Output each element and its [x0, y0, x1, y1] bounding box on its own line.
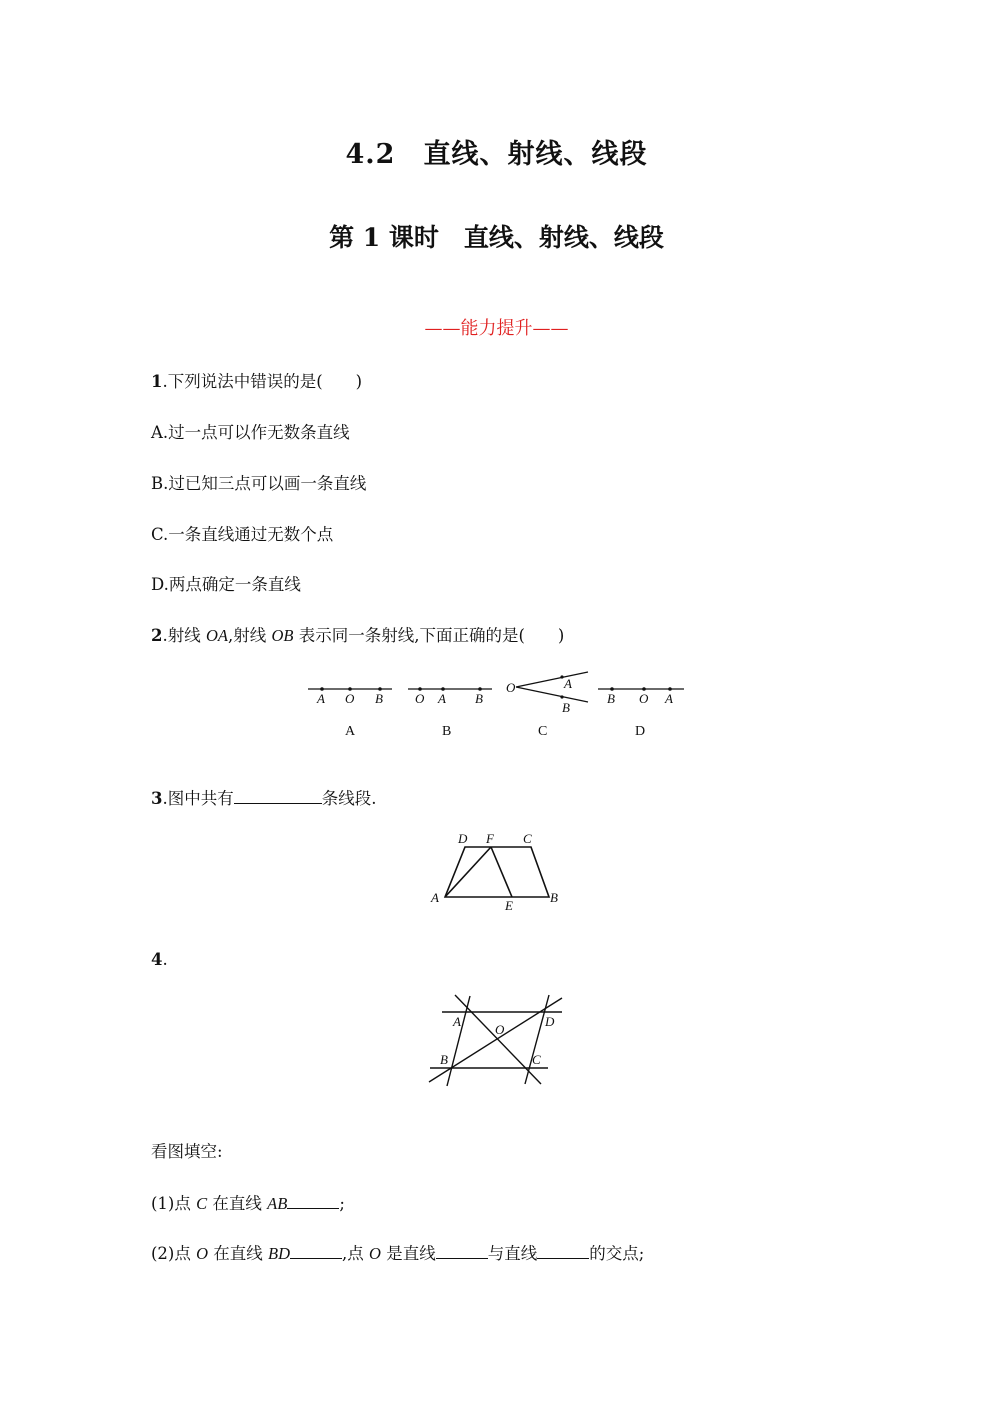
option-d: D.两点确定一条直线 — [151, 575, 301, 594]
answer-blank[interactable] — [436, 1242, 488, 1259]
q4-sub-2: (2)点 O 在直线 BD ,点 O 是直线 与直线 的交点; — [151, 1244, 645, 1263]
svg-text:B: B — [440, 1052, 448, 1067]
svg-text:B: B — [475, 691, 483, 706]
lesson-subtitle: 第 1 课时 直线、射线、线段 — [329, 223, 664, 252]
question-number: 1 — [151, 372, 163, 391]
svg-text:D: D — [635, 724, 646, 739]
svg-text:B: B — [442, 724, 452, 739]
svg-text:D: D — [458, 831, 468, 846]
q4-sub-1: (1)点 C 在直线 AB ; — [151, 1194, 345, 1213]
q4-lines-figure — [425, 990, 570, 1090]
svg-text:A: A — [665, 691, 673, 706]
page-title: 4.2 直线、射线、线段 — [345, 139, 648, 170]
q2-figures — [300, 665, 695, 745]
svg-text:A: A — [453, 1014, 461, 1029]
figure-option-a — [308, 687, 392, 739]
svg-text:C: C — [532, 1052, 541, 1067]
question-1-stem: 1.下列说法中错误的是( ) — [151, 372, 363, 391]
svg-text:A: A — [564, 676, 572, 691]
section-heading: ——能力提升—— — [424, 318, 569, 339]
svg-text:O: O — [639, 691, 649, 706]
svg-text:A: A — [438, 691, 446, 706]
option-b: B.过已知三点可以画一条直线 — [151, 474, 367, 493]
svg-text:F: F — [486, 831, 494, 846]
svg-text:A: A — [431, 890, 439, 905]
svg-text:O: O — [345, 691, 355, 706]
option-c: C.一条直线通过无数个点 — [151, 525, 334, 544]
svg-text:A: A — [345, 724, 356, 739]
figure-option-b — [408, 687, 492, 739]
svg-text:C: C — [523, 831, 532, 846]
svg-text:A: A — [317, 691, 325, 706]
svg-text:B: B — [562, 700, 570, 715]
answer-blank[interactable] — [290, 1242, 342, 1259]
question-number: 2 — [151, 626, 163, 645]
question-number: 3 — [151, 789, 163, 808]
svg-text:O: O — [415, 691, 425, 706]
figure-option-c — [506, 672, 588, 739]
svg-text:B: B — [375, 691, 383, 706]
svg-text:O: O — [495, 1022, 505, 1037]
svg-text:B: B — [550, 890, 558, 905]
question-2-stem: 2.射线 OA,射线 OB 表示同一条射线,下面正确的是( ) — [151, 626, 565, 645]
svg-text:E: E — [505, 898, 513, 913]
answer-blank[interactable] — [234, 787, 322, 804]
answer-blank[interactable] — [287, 1192, 339, 1209]
svg-text:C: C — [538, 724, 548, 739]
q3-trapezoid-figure — [425, 828, 570, 918]
figure-option-d — [598, 687, 684, 739]
svg-text:B: B — [607, 691, 615, 706]
question-number: 4 — [151, 950, 163, 969]
svg-text:D: D — [545, 1014, 555, 1029]
fill-in-prompt: 看图填空: — [151, 1142, 223, 1161]
answer-blank[interactable] — [537, 1242, 589, 1259]
question-4-stem: 4. — [151, 950, 168, 969]
question-3-stem: 3.图中共有 条线段. — [151, 789, 377, 808]
svg-text:O: O — [506, 680, 516, 695]
option-a: A.过一点可以作无数条直线 — [151, 423, 350, 442]
